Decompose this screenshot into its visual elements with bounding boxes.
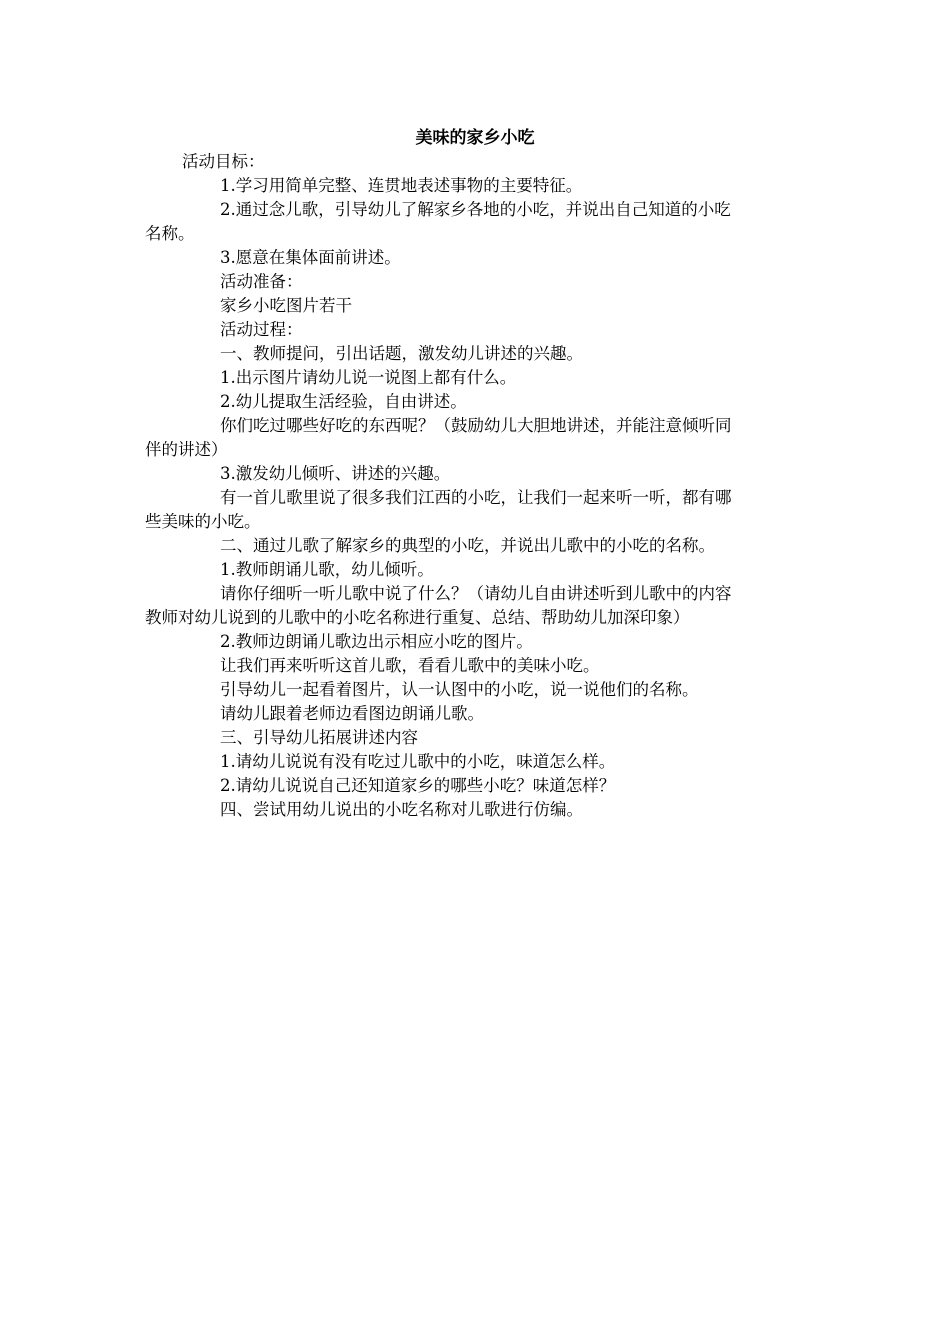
section-heading-goals: 活动目标： (182, 152, 265, 171)
paragraph-continuation: 教师对幼儿说到的儿歌中的小吃名称进行重复、总结、帮助幼儿加深印象） (145, 608, 690, 627)
paragraph-continuation: 伴的讲述） (145, 440, 228, 459)
section-heading-process: 活动过程： (220, 320, 303, 339)
paragraph: 1.出示图片请幼儿说一说图上都有什么。 (220, 368, 517, 387)
paragraph: 家乡小吃图片若干 (220, 296, 352, 315)
paragraph: 2.教师边朗诵儿歌边出示相应小吃的图片。 (220, 632, 533, 651)
paragraph: 1.请幼儿说说有没有吃过儿歌中的小吃，味道怎么样。 (220, 752, 616, 771)
paragraph: 请幼儿跟着老师边看图边朗诵儿歌。 (220, 704, 484, 723)
paragraph-continuation: 些美味的小吃。 (145, 512, 261, 531)
paragraph: 2.通过念儿歌，引导幼儿了解家乡各地的小吃，并说出自己知道的小吃 (220, 200, 731, 219)
paragraph: 2.请幼儿说说自己还知道家乡的哪些小吃？味道怎样？ (220, 776, 616, 795)
document-title: 美味的家乡小吃 (415, 128, 535, 148)
paragraph: 3.激发幼儿倾听、讲述的兴趣。 (220, 464, 451, 483)
paragraph-continuation: 名称。 (145, 224, 195, 243)
paragraph: 1.学习用简单完整、连贯地表述事物的主要特征。 (220, 176, 583, 195)
paragraph: 2.幼儿提取生活经验，自由讲述。 (220, 392, 467, 411)
paragraph: 一、教师提问，引出话题，激发幼儿讲述的兴趣。 (220, 344, 583, 363)
paragraph: 引导幼儿一起看着图片，认一认图中的小吃，说一说他们的名称。 (220, 680, 699, 699)
paragraph: 3.愿意在集体面前讲述。 (220, 248, 401, 267)
paragraph: 请你仔细听一听儿歌中说了什么？（请幼儿自由讲述听到儿歌中的内容 (220, 584, 732, 603)
paragraph: 让我们再来听听这首儿歌，看看儿歌中的美味小吃。 (220, 656, 600, 675)
paragraph: 四、尝试用幼儿说出的小吃名称对儿歌进行仿编。 (220, 800, 583, 819)
paragraph: 你们吃过哪些好吃的东西呢？（鼓励幼儿大胆地讲述，并能注意倾听同 (220, 416, 732, 435)
section-heading-preparation: 活动准备： (220, 272, 303, 291)
document-body (145, 150, 809, 822)
paragraph: 三、引导幼儿拓展讲述内容 (220, 728, 418, 747)
paragraph: 二、通过儿歌了解家乡的典型的小吃，并说出儿歌中的小吃的名称。 (220, 536, 715, 555)
paragraph: 有一首儿歌里说了很多我们江西的小吃，让我们一起来听一听，都有哪 (220, 488, 732, 507)
paragraph: 1.教师朗诵儿歌，幼儿倾听。 (220, 560, 434, 579)
